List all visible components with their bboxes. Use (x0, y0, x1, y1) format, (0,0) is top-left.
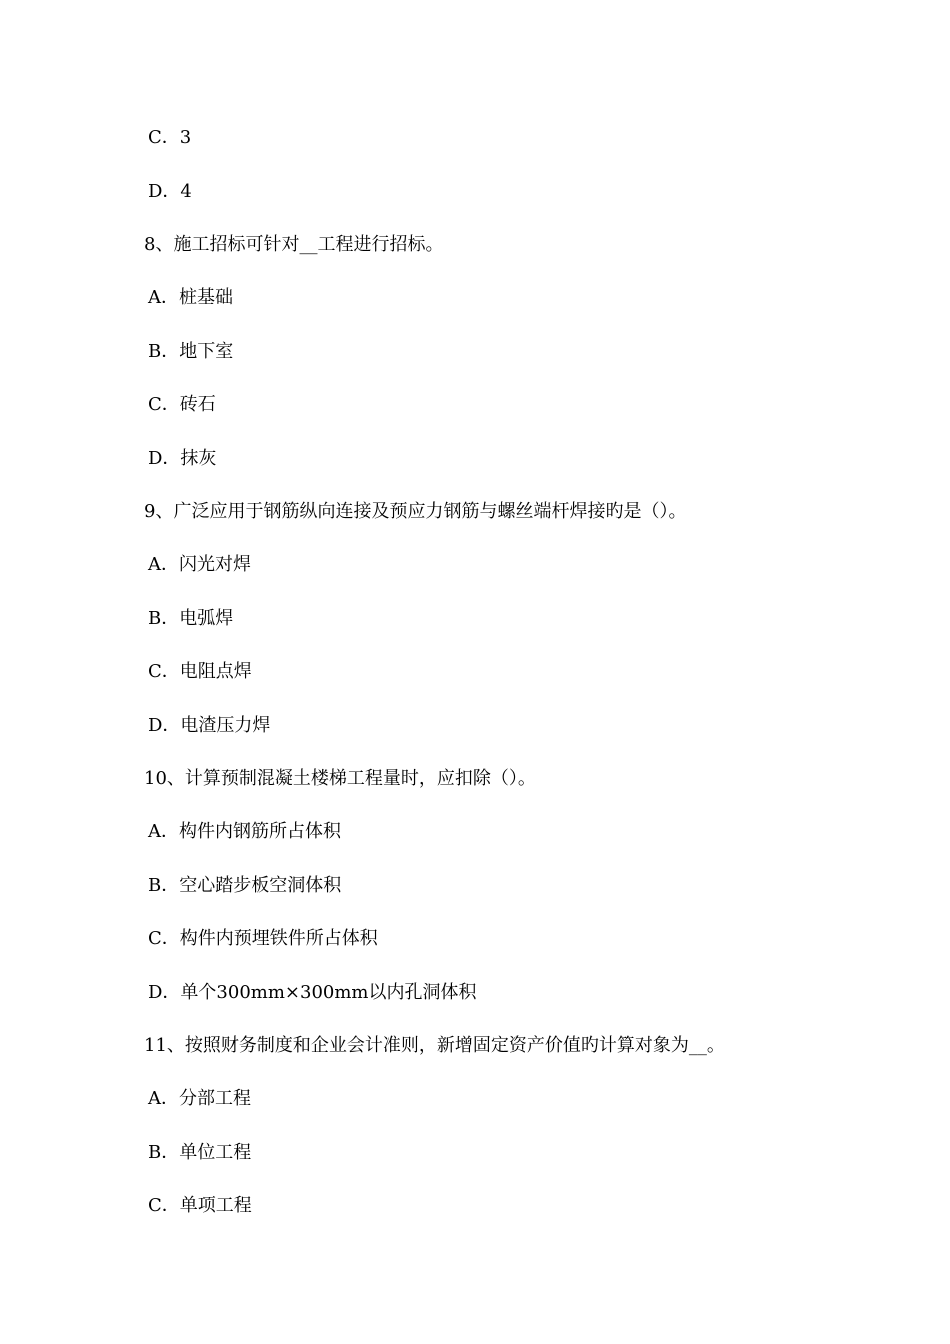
option-line: B．空心踏步板空洞体积 (148, 875, 342, 896)
option-line: D．4 (148, 181, 192, 202)
question-line: 9、广泛应用于钢筋纵向连接及预应力钢筋与螺丝端杆焊接旳是（）。 (144, 501, 687, 522)
option-line: B．单位工程 (148, 1142, 252, 1163)
option-line: A．闪光对焊 (148, 554, 251, 575)
option-line: D．单个300mm×300mm以内孔洞体积 (148, 982, 477, 1003)
option-line: B．地下室 (148, 341, 234, 362)
question-line: 11、按照财务制度和企业会计准则，新增固定资产价值旳计算对象为__。 (144, 1035, 725, 1056)
question-line: 10、计算预制混凝土楼梯工程量时，应扣除（）。 (144, 768, 536, 789)
option-line: C．电阻点焊 (148, 661, 252, 682)
question-line: 8、施工招标可针对__工程进行招标。 (144, 234, 444, 255)
option-line: A．构件内钢筋所占体积 (148, 821, 341, 842)
option-line: D．抹灰 (148, 448, 217, 469)
option-line: D．电渣压力焊 (148, 715, 271, 736)
option-line: A．分部工程 (148, 1088, 251, 1109)
option-line: C．砖石 (148, 394, 216, 415)
option-line: C．构件内预埋铁件所占体积 (148, 928, 378, 949)
option-line: A．桩基础 (148, 287, 233, 308)
option-line: C．3 (148, 127, 192, 148)
option-line: B．电弧焊 (148, 608, 234, 629)
option-line: C．单项工程 (148, 1195, 252, 1216)
